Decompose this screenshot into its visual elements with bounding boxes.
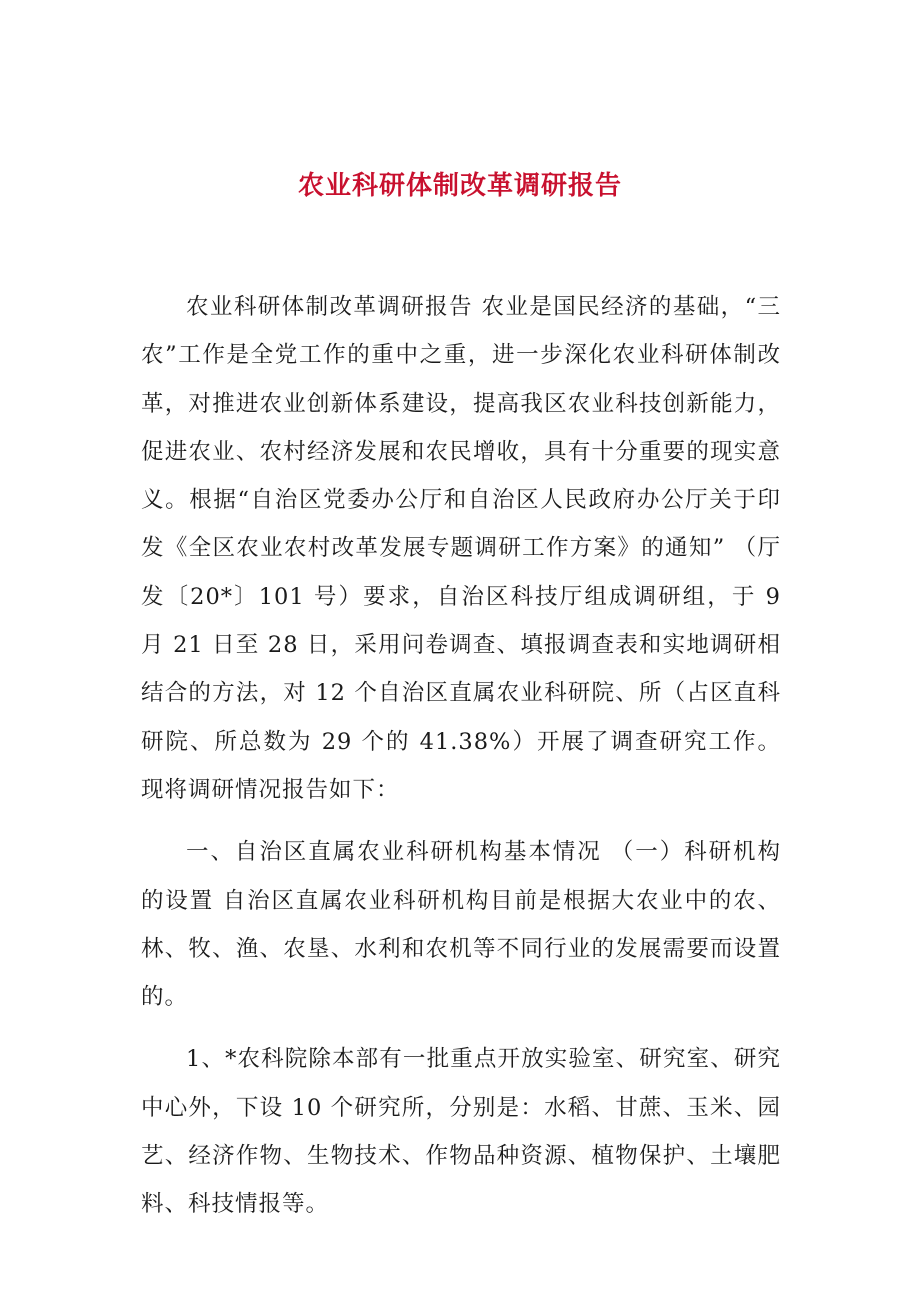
document-title: 农业科研体制改革调研报告 xyxy=(297,171,622,201)
document-body xyxy=(141,283,781,1229)
paragraph-item-one: 1、*农科院除本部有一批重点开放实验室、研究室、研究中心外，下设 10 个研究所，分别是：水稻、甘蔗、玉米、园艺、经济作物、生物技术、作物品种资源、植物保护、土壤肥料、科技情报等。 xyxy=(141,1046,781,1218)
paragraph-section-one: 一、自治区直属农业科研机构基本情况 （一）科研机构的设置 自治区直属农业科研机构目前是根据大农业中的农、林、牧、渔、农垦、水利和农机等不同行业的发展需要而设置的。 xyxy=(141,839,781,1011)
paragraph-intro: 农业科研体制改革调研报告 农业是国民经济的基础，“三农”工作是全党工作的重中之重，进一步深化农业科研体制改革，对推进农业创新体系建设，提高我区农业科技创新能力，促进农业、农村经济发展和农民增收，具有十分重要的现实意义。根据“自治区党委办公厅和自治区人民政府办公厅关于印发《全区农业农村改革发展专题调研工作方案》的通知” （厅发〔20*〕101 号）要求，自治区科技厅组成调研组，于 9 月 21 日至 28 日，采用问卷调查、填报调查表和实地调研相结合的方法，对 12 个自治区直属农业科研院、所（占区直科研院、所总数为 29 个的 41.38%）开展了调查研究工作。现将调研情况报告如下： xyxy=(141,294,781,803)
